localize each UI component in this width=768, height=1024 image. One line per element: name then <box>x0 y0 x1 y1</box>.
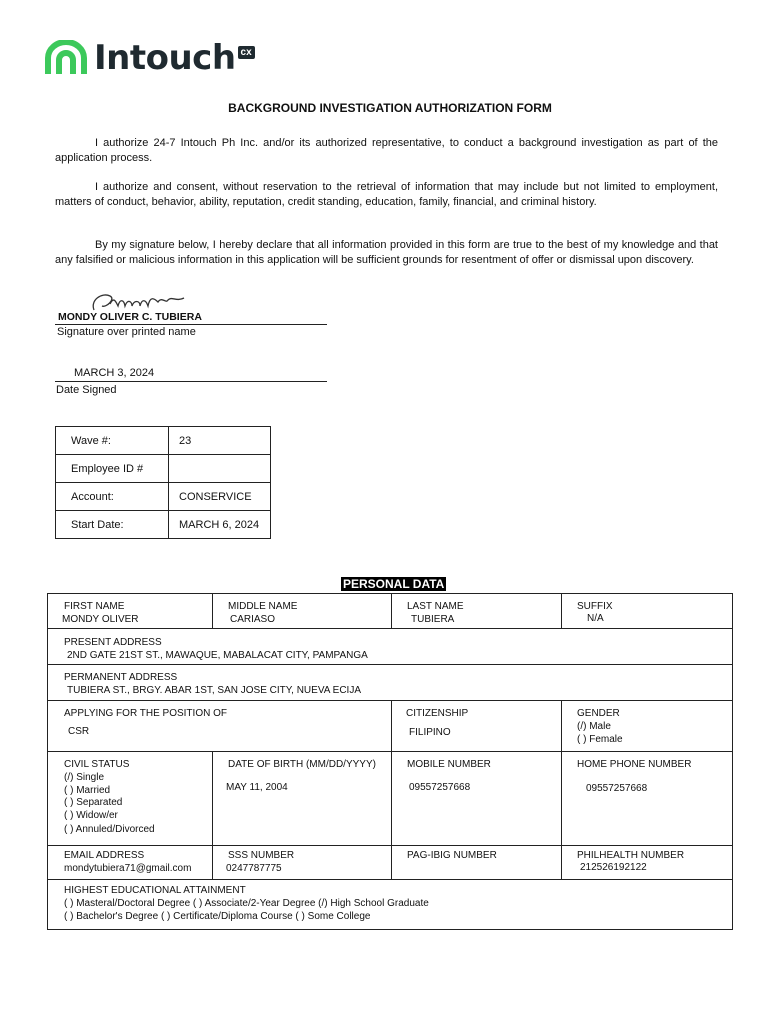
philhealth-value: 212526192122 <box>580 862 647 873</box>
date-of-birth-value: MAY 11, 2004 <box>226 782 288 793</box>
account-label: Account: <box>56 483 169 511</box>
last-name-value: TUBIERA <box>411 614 455 625</box>
education-options-line-1: ( ) Masteral/Doctoral Degree ( ) Associate/2-Year Degree (/) High School Graduate <box>64 898 429 909</box>
intouch-logo-icon <box>44 40 88 76</box>
table-row <box>56 455 271 483</box>
civil-status-option-single: (/) Single <box>64 772 105 783</box>
logo-wordmark: Intouch <box>94 38 236 78</box>
position-value: CSR <box>68 726 90 737</box>
education-label: HIGHEST EDUCATIONAL ATTAINMENT <box>64 885 246 896</box>
table-row <box>56 511 271 539</box>
home-phone-label: HOME PHONE NUMBER <box>577 759 692 770</box>
civil-status-option-separated: ( ) Separated <box>64 797 123 808</box>
position-label: APPLYING FOR THE POSITION OF <box>64 708 227 719</box>
sss-label: SSS NUMBER <box>228 850 295 861</box>
middle-name-label: MIDDLE NAME <box>228 601 298 612</box>
gender-label: GENDER <box>577 708 620 719</box>
row-divider <box>48 751 732 752</box>
education-options-line-2: ( ) Bachelor's Degree ( ) Certificate/Diploma Course ( ) Some College <box>64 911 371 922</box>
company-logo <box>44 40 255 76</box>
form-title: BACKGROUND INVESTIGATION AUTHORIZATION FORM <box>228 101 552 115</box>
signature-line <box>55 324 327 325</box>
suffix-label: SUFFIX <box>577 601 613 612</box>
column-divider <box>561 594 562 628</box>
present-address-value: 2ND GATE 21ST ST., MAWAQUE, MABALACAT CITY, PAMPANGA <box>67 650 368 661</box>
first-name-value: MONDY OLIVER <box>62 614 139 625</box>
row-divider <box>48 664 732 665</box>
table-row <box>56 483 271 511</box>
employment-info-table <box>55 426 271 539</box>
personal-data-heading: PERSONAL DATA <box>343 577 445 591</box>
date-signed-value: MARCH 3, 2024 <box>74 367 155 379</box>
authorization-paragraph-3 <box>55 238 718 267</box>
citizenship-value: FILIPINO <box>409 727 451 738</box>
sss-value: 0247787775 <box>226 863 282 874</box>
wave-label: Wave #: <box>56 427 169 455</box>
table-row <box>56 427 271 455</box>
column-divider <box>212 594 213 628</box>
signatory-printed-name: MONDY OLIVER C. TUBIERA <box>58 311 202 323</box>
permanent-address-label: PERMANENT ADDRESS <box>64 672 178 683</box>
column-divider <box>212 751 213 879</box>
citizenship-label: CITIZENSHIP <box>406 708 469 719</box>
authorization-paragraph-1 <box>55 136 718 165</box>
email-value: mondytubiera71@gmail.com <box>64 863 192 874</box>
account-value: CONSERVICE <box>169 483 271 511</box>
row-divider <box>48 700 732 701</box>
civil-status-option-widower: ( ) Widow/er <box>64 810 118 821</box>
permanent-address-value: TUBIERA ST., BRGY. ABAR 1ST, SAN JOSE CITY, NUEVA ECIJA <box>67 685 361 696</box>
last-name-label: LAST NAME <box>407 601 464 612</box>
start-date-value: MARCH 6, 2024 <box>169 511 271 539</box>
gender-option-female: ( ) Female <box>577 734 623 745</box>
present-address-label: PRESENT ADDRESS <box>64 637 162 648</box>
paragraph-text: By my signature below, I hereby declare that all information provided in this form are true to the best of my knowledge and that any falsified or malicious information in this application will be sufficient grounds for resentment of offer or dismissal upon discovery. <box>55 239 718 266</box>
employee-id-label: Employee ID # <box>56 455 169 483</box>
date-signed-caption: Date Signed <box>56 384 117 396</box>
philhealth-label: PHILHEALTH NUMBER <box>577 850 685 861</box>
row-divider <box>48 845 732 846</box>
mobile-number-value: 09557257668 <box>409 782 471 793</box>
column-divider <box>391 700 392 751</box>
date-of-birth-label: DATE OF BIRTH (MM/DD/YYYY) <box>228 759 376 770</box>
civil-status-option-annuled: ( ) Annuled/Divorced <box>64 824 155 835</box>
row-divider <box>48 628 732 629</box>
wave-value: 23 <box>169 427 271 455</box>
pagibig-label: PAG-IBIG NUMBER <box>407 850 497 861</box>
suffix-value: N/A <box>587 613 604 624</box>
personal-data-grid <box>47 593 733 930</box>
first-name-label: FIRST NAME <box>64 601 125 612</box>
logo-cx-badge: cx <box>238 46 255 59</box>
mobile-number-label: MOBILE NUMBER <box>407 759 491 770</box>
column-divider <box>391 751 392 879</box>
start-date-label: Start Date: <box>56 511 169 539</box>
civil-status-label: CIVIL STATUS <box>64 759 130 770</box>
civil-status-option-married: ( ) Married <box>64 785 111 796</box>
date-signed-line <box>55 381 327 382</box>
authorization-paragraph-2 <box>55 180 718 209</box>
employee-id-value <box>169 455 271 483</box>
row-divider <box>48 879 732 880</box>
paragraph-text: I authorize and consent, without reservation to the retrieval of information that may include but not limited to employment, matters of conduct, behavior, ability, reputation, credit standing, education, family, financial, and criminal history. <box>55 181 718 208</box>
signature-caption: Signature over printed name <box>57 326 196 338</box>
column-divider <box>391 594 392 628</box>
home-phone-value: 09557257668 <box>586 783 648 794</box>
paragraph-text: I authorize 24-7 Intouch Ph Inc. and/or its authorized representative, to conduct a background investigation as part of the application process. <box>55 137 718 164</box>
column-divider <box>561 751 562 879</box>
column-divider <box>561 700 562 751</box>
gender-option-male: (/) Male <box>577 721 611 732</box>
email-label: EMAIL ADDRESS <box>64 850 145 861</box>
middle-name-value: CARIASO <box>230 614 276 625</box>
